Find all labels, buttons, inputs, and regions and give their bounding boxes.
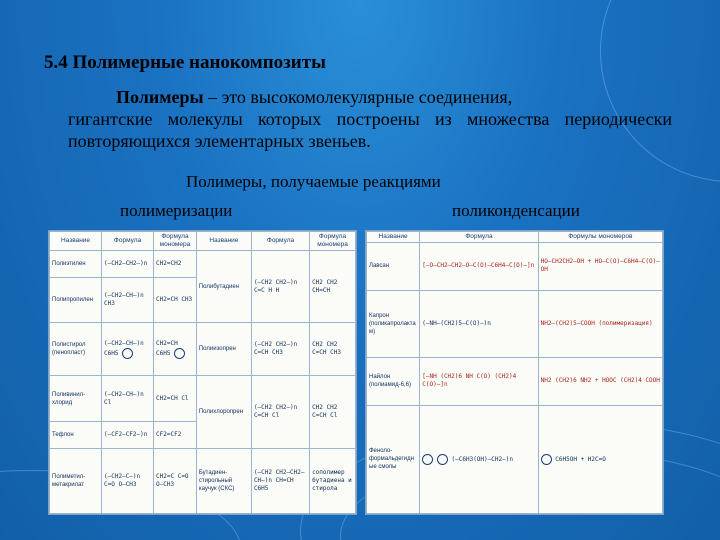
monomer-formula: сополимер бутадиена и стирола [310,448,356,513]
polymer-name: Полибутадиен [196,251,251,323]
formula-text: CH2=CH C6H5 [156,339,178,357]
monomer-formula: CH2=C C=O O–CH3 [154,448,197,513]
polymer-name: Полиметил-метакрилат [50,448,102,513]
table-header-row [367,232,663,243]
polymer-formula: (–CH2–CH–)n Cl [102,376,154,422]
polymer-formula: (–CF2–CF2–)n [102,422,154,449]
definition-term: Полимеры [116,87,204,107]
formula-text: (–CH2–CH–)n C6H5 [104,339,144,357]
header-cell: Название [196,232,251,251]
header-cell: Название [367,232,420,243]
phenol-ring-icon [422,454,433,465]
polymer-name: Бутадиен-стирольный каучук (СКС) [196,448,251,513]
monomer-formulas: NH2 (CH2)6 NH2 + HOOC (CH2)4 COOH [538,358,662,406]
polymerization-table [48,230,357,515]
polymer-formula: (–CH2 CH2–CH2–CH–)n CH=CH C6H5 [251,448,309,513]
polymer-formula: (–NH–(CH2)5–C(O)–)n [420,290,538,358]
polymer-name: Полистирол (пенопласт) [50,323,102,376]
monomer-formula: CH2 CH2 C=CH CH3 [310,323,356,376]
table-row [367,243,663,291]
monomer-formula: CH2=CH2 [154,251,197,278]
table-row [367,405,663,513]
table-row [50,251,356,278]
definition-first-line [68,86,672,108]
column-heading-polymerization: полимеризации [120,201,233,220]
polymer-name: Полиэтилен [50,251,102,278]
polycondensation-table [365,230,664,515]
polymerization-table-grid [49,231,356,514]
polymer-name: Полихлоропрен [196,376,251,448]
benzene-ring-icon [122,348,133,359]
formula-text: (–C6H3(OH)–CH2–)n [451,455,513,463]
polymer-name: Поливинил-хлорид [50,376,102,422]
table-row [50,448,356,513]
header-cell: Формулы мономеров [538,232,662,243]
monomer-formula [154,323,197,376]
table-row [50,376,356,422]
header-cell: Формула мономера [154,232,197,251]
polymer-formula [102,323,154,376]
header-cell: Название [50,232,102,251]
table-row [50,323,356,376]
polymer-name: Феноло-формальдегидные смолы [367,405,420,513]
subheading: Полимеры, получаемые реакциями [186,172,441,191]
polymer-name: Полиизопрен [196,323,251,376]
polymer-formula [420,405,538,513]
polycondensation-table-grid [366,231,663,514]
polymer-name: Полипропилен [50,277,102,323]
header-cell: Формула мономера [310,232,356,251]
monomer-formula: CH2=CH CH3 [154,277,197,323]
monomer-formulas [538,405,662,513]
table-header-row [50,232,356,251]
polymer-formula: (–CH2 CH2–)n C=CH Cl [251,376,309,448]
polymer-formula: (–CH2 CH2–)n C=CH CH3 [251,323,309,376]
definition-rest: – это высокомолекулярные соединения, [203,87,513,107]
polymer-formula: (–CH2 CH2–)n C=C H H [251,251,309,323]
polymer-name: Найлон (полиамид-6,6) [367,358,420,406]
polymer-formula: (–CH2–CH–)n CH3 [102,277,154,323]
definition-paragraph [68,86,672,152]
column-heading-polycondensation: поликонденсации [452,201,580,220]
monomer-formulas: HO–CH2CH2–OH + HO–C(O)–C6H4–C(O)–OH [538,243,662,291]
table-row [367,290,663,358]
polymer-formula: [–NH (CH2)6 NH C(O) (CH2)4 C(O)–]n [420,358,538,406]
monomer-formula: CH2 CH2 C=CH Cl [310,376,356,448]
monomer-formula: CH2=CH Cl [154,376,197,422]
polymer-formula: (–CH2–C–)n C=O O–CH3 [102,448,154,513]
monomer-formulas: NH2–(CH2)5–COOH (полимеризация) [538,290,662,358]
benzene-ring-icon [174,348,185,359]
phenol-ring-icon [541,454,552,465]
polymer-formula: [–O–CH2–CH2–O–C(O)–C6H4–C(O)–]n [420,243,538,291]
header-cell: Формула [251,232,309,251]
monomer-formula: CH2 CH2 CH=CH [310,251,356,323]
header-cell: Формула [102,232,154,251]
polymer-name: Тефлон [50,422,102,449]
header-cell: Формула [420,232,538,243]
definition-body: гигантские молекулы которых построены из множества периодически повторяющихся элементарных звеньев. [68,109,672,151]
polymer-name: Капрон (поликапролактам) [367,290,420,358]
formula-text: C6H5OH + H2C=O [555,455,606,463]
phenol-ring-icon [437,454,448,465]
polymer-formula: (–CH2–CH2–)n [102,251,154,278]
monomer-formula: CF2=CF2 [154,422,197,449]
polymer-name: Лавсан [367,243,420,291]
slide-title: 5.4 Полимерные нанокомпозиты [44,52,326,73]
table-row [367,358,663,406]
